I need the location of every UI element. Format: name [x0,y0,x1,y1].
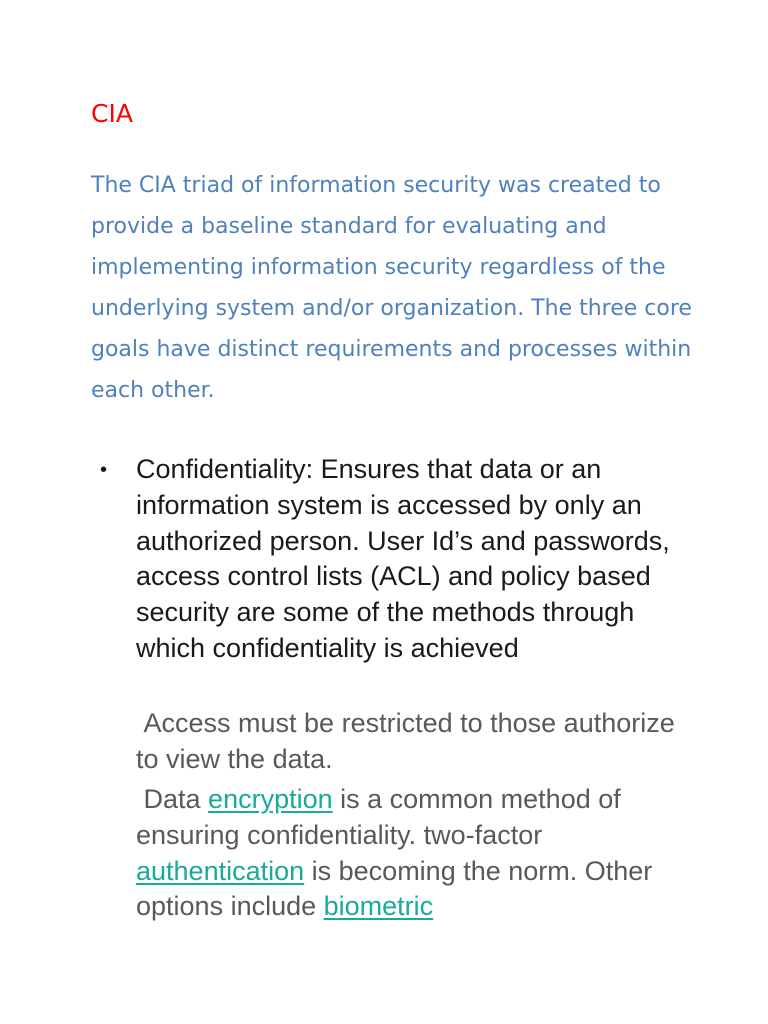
intro-paragraph: The CIA triad of information security was created to provide a baseline standard for evaluating and implementing information security regardless of the underlying system and/or organization. The three core goals have distinct requirements and processes within each other. [91,173,692,403]
encryption-text-part-1: Data [136,784,209,814]
biometric-link[interactable]: biometric [323,891,434,922]
encryption-text-part-3: is becoming the norm. Other options include [136,855,653,922]
page-title: CIA [91,99,133,128]
encryption-text-part-2: is a common method of ensuring confidentiality. two-factor [136,784,621,850]
bullet-marker: • [100,459,108,481]
authentication-link[interactable]: authentication [136,855,305,886]
encryption-link[interactable]: encryption [208,784,333,814]
access-restriction-paragraph: Access must be restricted to those authorize to view the data. [136,708,675,774]
encryption-paragraph [136,782,696,925]
confidentiality-definition: Confidentiality: Ensures that data or an information system is accessed by only an authorized person. User Id’s and passwords, access control lists (ACL) and policy based security are some of the methods through which confidentiality is achieved [136,454,670,663]
